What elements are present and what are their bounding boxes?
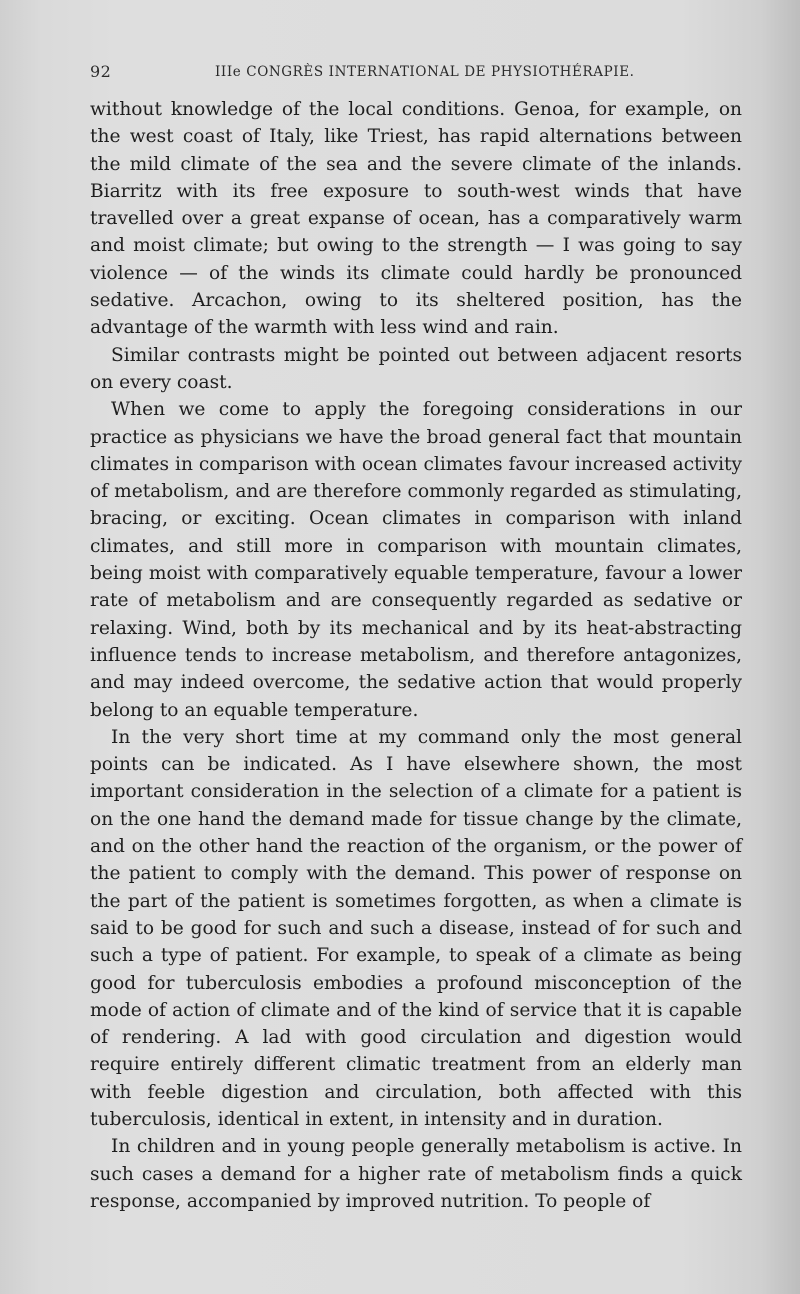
paragraph: When we come to apply the foregoing considerations in our practice as physicians we have the broad general fact that mountain climates in comparison with ocean climates favour increased activity of metabolism, and are therefore commonly regarded as stimulating, bracing, or exciting. Ocean climates in comparison with inland climates, and still more in comparison with mountain climates, being moist with comparatively equable temperature, favour a lower rate of metabolism and are consequently regarded as sedative or relaxing. Wind, both by its mechanical and by its heat-abstracting influence tends to increase metabolism, and therefore antagonizes, and may indeed overcome, the sedative action that would properly belong to an equable temperature.: [90, 399, 742, 721]
paragraph: In children and in young people generally metabolism is active. In such cases a demand for a higher rate of metabolism finds a quick response, accompanied by improved nutrition. To people of: [90, 1136, 742, 1212]
paragraph: Similar contrasts might be pointed out between adjacent resorts on every coast.: [90, 344, 742, 393]
page-number: 92: [90, 62, 112, 81]
paragraph: without knowledge of the local conditions. Genoa, for example, on the west coast of Italy, like Triest, has rapid alternations between the mild climate of the sea and the severe climate of the inlands. Biarritz with its free exposure to south-west winds that have travelled over a great expanse of ocean, has a comparatively warm and moist climate; but owing to the strength — I was going to say violence — of the winds its climate could hardly be pronounced sedative. Arcachon, owing to its sheltered position, has the advantage of the warmth with less wind and rain.: [90, 99, 742, 339]
body-text: [90, 96, 742, 1215]
page-header: [90, 62, 750, 86]
paragraph: In the very short time at my command only the most general points can be indicated. As I have elsewhere shown, the most important consideration in the selection of a climate for a patient is on the one hand the demand made for tissue change by the climate, and on the other hand the reaction of the organism, or the power of the patient to comply with the demand. This power of response on the part of the patient is sometimes forgotten, as when a climate is said to be good for such and such a disease, instead of for such and such a type of patient. For example, to speak of a climate as being good for tuberculosis embodies a profound misconception of the mode of action of climate and of the kind of service that it is capable of rendering. A lad with good circulation and digestion would require entirely different climatic treatment from an elderly man with feeble digestion and circulation, both affected with this tuberculosis, identical in extent, in intensity and in duration.: [90, 726, 742, 1130]
running-title: IIIe CONGRÈS INTERNATIONAL DE PHYSIOTHÉRAPIE.: [215, 64, 635, 80]
